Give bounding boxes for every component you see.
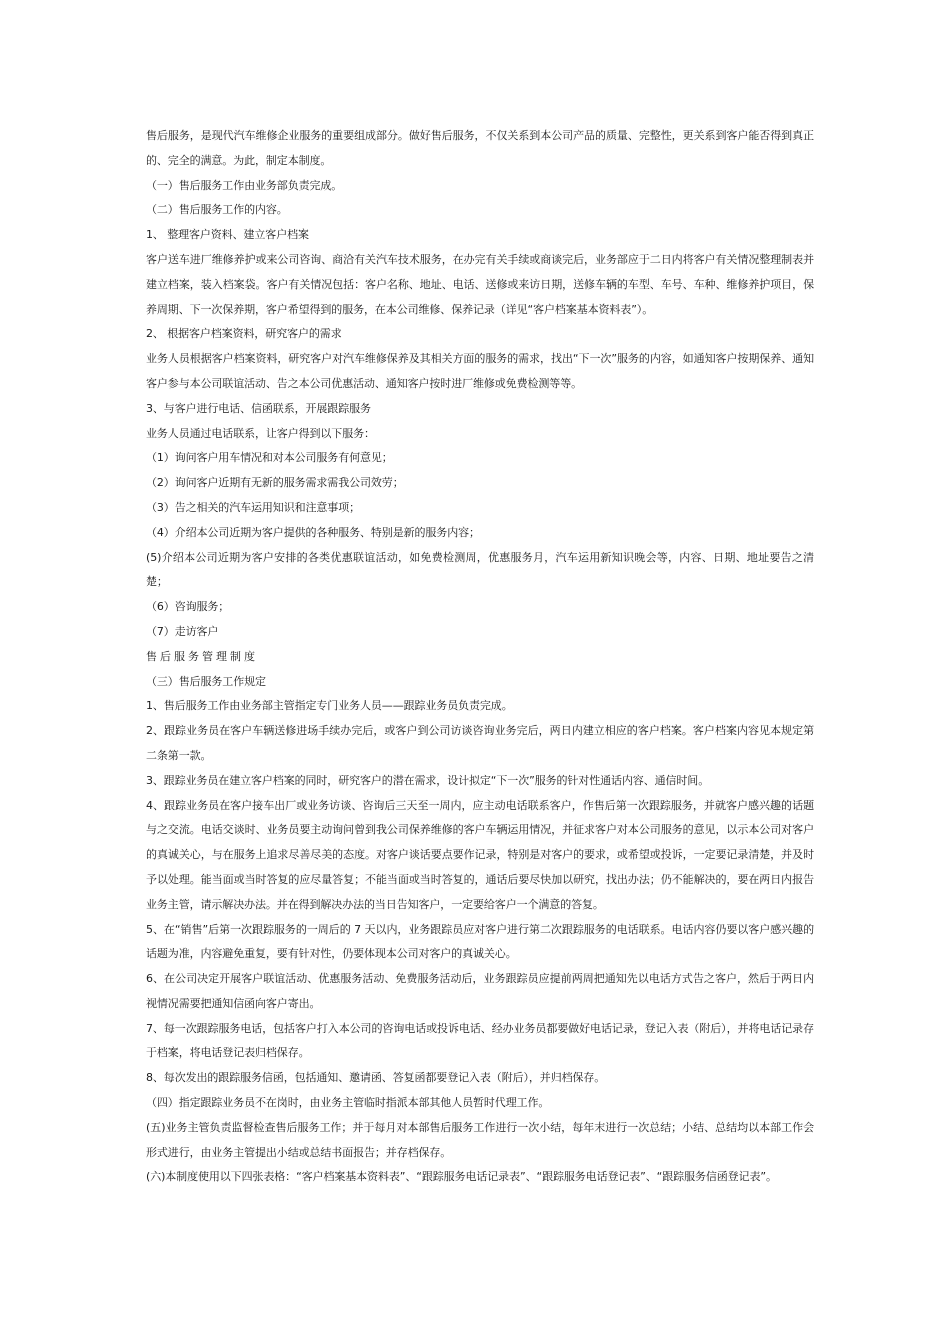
item-1-heading: 1、 整理客户资料、建立客户档案 xyxy=(146,228,309,242)
item-2-heading: 2、 根据客户档案资料，研究客户的需求 xyxy=(146,327,342,341)
section-4-paragraph: （四）指定跟踪业务员不在岗时，由业务主管临时指派本部其他人员暂时代理工作。 xyxy=(146,1096,550,1110)
rule-3: 3、跟踪业务员在建立客户档案的同时，研究客户的潜在需求，设计拟定“下一次”服务的针对性通话内容、通信时间。 xyxy=(146,773,710,787)
section-3-heading: （三）售后服务工作规定 xyxy=(146,674,266,688)
item-1-body: 客户送车进厂维修养护或来公司咨询、商洽有关汽车技术服务，在办完有关手续或商谈完后，业务部应于二日内将客户有关情况整理制表并建立档案，装入档案袋。客户有关情况包括：客户名称、地址、电话、送修或来访日期，送修车辆的车型、车号、车种、维修养护项目，保养周期、下一次保养期，客户希望得到的服务，在本公司维修、保养记录（详见“客户档案基本资料表”）。 xyxy=(146,252,814,316)
section-6-paragraph: (六)本制度使用以下四张表格：“客户档案基本资料表”、“跟踪服务电话记录表”、“跟踪服务电话登记表”、“跟踪服务信函登记表”。 xyxy=(146,1170,777,1184)
rule-6: 6、在公司决定开展客户联谊活动、优惠服务活动、免费服务活动后，业务跟踪员应提前两周把通知先以电话方式告之客户，然后于两日内视情况需要把通知信函向客户寄出。 xyxy=(146,972,814,1010)
list-item: （6）咨询服务； xyxy=(146,600,230,614)
rule-8: 8、每次发出的跟踪服务信函，包括通知、邀请函、答复函都要登记入表（附后），并归档保存。 xyxy=(146,1071,606,1085)
rule-4: 4、跟踪业务员在客户接车出厂或业务访谈、咨询后三天至一周内，应主动电话联系客户，作售后第一次跟踪服务，并就客户感兴趣的话题与之交流。电话交谈时、业务员要主动询问曾到我公司保养维修的客户车辆运用情况，并征求客户对本公司服务的意见，以示本公司对客户的真诚关心，与在服务上追求尽善尽美的态度。对客户谈话要点要作记录，特别是对客户的要求，或希望或投诉，一定要记录清楚，并及时予以处理。能当面或当时答复的应尽量答复；不能当面或当时答复的，通话后要尽快加以研究，找出办法；仍不能解决的，要在两日内报告业务主管，请示解决办法。并在得到解决办法的当日告知客户，一定要给客户一个满意的答复。 xyxy=(146,798,814,911)
rule-7: 7、每一次跟踪服务电话，包括客户打入本公司的咨询电话或投诉电话、经办业务员都要做好电话记录，登记入表（附后），并将电话记录存于档案，将电话登记表归档保存。 xyxy=(146,1021,814,1060)
list-item: （7）走访客户 xyxy=(146,624,219,638)
section-5-paragraph: (五)业务主管负责监督检查售后服务工作；并于每月对本部售后服务工作进行一次小结，每年末进行一次总结；小结、总结均以本部工作会形式进行，由业务主管提出小结或总结书面报告；并存档保存。 xyxy=(146,1120,814,1159)
list-item: （3）告之相关的汽车运用知识和注意事项； xyxy=(146,500,360,514)
list-item: (5)介绍本公司近期为客户安排的各类优惠联谊活动，如免费检测周，优惠服务月，汽车运用新知识晚会等，内容、日期、地址要告之清楚； xyxy=(146,550,814,589)
item-2-body: 业务人员根据客户档案资料，研究客户对汽车维修保养及其相关方面的服务的需求，找出“下一次”服务的内容，如通知客户按期保养、通知客户参与本公司联谊活动、告之本公司优惠活动、通知客户按时进厂维修或免费检测等等。 xyxy=(146,352,814,390)
list-item: （1）询问客户用车情况和对本公司服务有何意见； xyxy=(146,451,393,465)
item-3-heading: 3、与客户进行电话、信函联系，开展跟踪服务 xyxy=(146,401,371,415)
rule-2: 2、跟踪业务员在客户车辆送修进场手续办完后，或客户到公司访谈咨询业务完后，两日内建立相应的客户档案。客户档案内容见本规定第二条第一款。 xyxy=(146,724,814,762)
section-1-heading: （一）售后服务工作由业务部负责完成。 xyxy=(146,178,343,192)
section-2-heading: （二）售后服务工作的内容。 xyxy=(146,203,288,217)
intro-paragraph: 售后服务，是现代汽车维修企业服务的重要组成部分。做好售后服务，不仅关系到本公司产品的质量、完整性，更关系到客户能否得到真正的、完全的满意。为此，制定本制度。 xyxy=(146,129,814,167)
item-3-body: 业务人员通过电话联系，让客户得到以下服务： xyxy=(146,426,375,440)
list-item: （2）询问客户近期有无新的服务需求需我公司效劳； xyxy=(146,476,404,490)
rule-5: 5、在“销售”后第一次跟踪服务的一周后的 7 天以内，业务跟踪员应对客户进行第二次跟踪服务的电话联系。电话内容仍要以客户感兴趣的话题为准，内容避免重复，要有针对性，仍要体现本公司对客户的真诚关心。 xyxy=(146,922,814,961)
document-title: 售后服务管理制度 xyxy=(146,649,258,663)
document-body xyxy=(146,124,814,1190)
rule-1: 1、售后服务工作由业务部主管指定专门业务人员——跟踪业务员负责完成。 xyxy=(146,699,513,713)
list-item: （4）介绍本公司近期为客户提供的各种服务、特别是新的服务内容； xyxy=(146,525,480,539)
